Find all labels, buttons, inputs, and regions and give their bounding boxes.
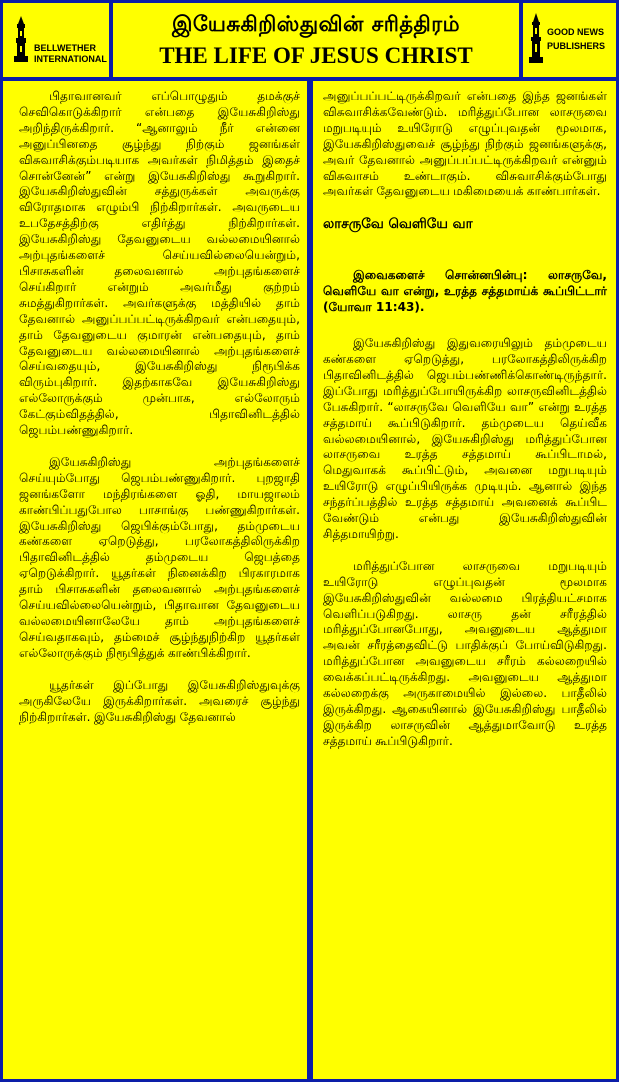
page-header	[113, 3, 519, 77]
section-heading: லாசருவே வெளியே வா	[323, 216, 473, 233]
bellwether-logo	[3, 3, 109, 77]
bellwether-logo-line2: INTERNATIONAL	[34, 54, 107, 64]
bell-tower-icon	[529, 13, 543, 63]
scripture-quote: இவைகளைச் சொன்னபின்பு: லாசருவே, வெளியே வா என்று, உரத்த சத்தமாய்க் கூப்பிட்டார் (யோவா 11:43).	[323, 268, 607, 315]
right-paragraph-2: மரித்துப்போன லாசருவை மறுபடியும் உயிரோடு எழுப்புவதன் மூலமாக இயேசுகிறிஸ்துவின் வல்லமை பிரத்தியட்சமாக வெளிப்படுகிறது. லாசரு தன் சரீரத்தில் மரித்துப்போனபோது, அவனுடைய ஆத்துமா அவன் சரீரத்தைவிட்டு பாதிக்குப் போய்விடுகிறது. மரித்துப்போன அவனுடைய சரீரம் கல்லறையில் வைக்கப்பட்டிருக்கிறது. அவனுடைய ஆத்துமா கல்லறைக்கு அருகாமையில் இல்லை. பாதீலில் இருக்கிறது. ஆகையினால் இயேசுகிறிஸ்து பாதீலில் இருக்கிற லாசருவின் ஆத்துமாவோடு உரத்த சத்தமாய் கூப்பிடுகிறார்.	[323, 558, 607, 748]
left-paragraph-1: பிதாவானவர் எப்பொழுதும் தமக்குச் செவிகொடுக்கிறார் என்பதை இயேசுகிறிஸ்து அறிந்திருக்கிறார். “ஆனாலும் நீர் என்னை அனுப்பினதை சூழ்ந்து நிற்கும் ஜனங்கள் விசுவாசிக்கும்படியாக அவர்கள் நிமித்தம் இதைச் சொன்னேன்” என்று இயேசுகிறிஸ்து கூறுகிறார். இயேசுகிறிஸ்துவின் சத்துருக்கள் அவருக்கு விரோதமாக எழும்பி நிற்கிறார்கள். அவருடைய உபதேசத்திற்கு எதிர்த்து நிற்கிறார்கள். இயேசுகிறிஸ்து தேவனுடைய வல்லமையினால் அற்புதங்களைச் செய்யவில்லையென்றும், பிசாசுகளின் தலைவனால் அற்புதங்களைச் செய்கிறார் என்றும் அவர்மீது குற்றம் சுமத்துகிறார்கள். அவர்களுக்கு மத்தியில் தாம் தேவனால் அனுப்பப்பட்டிருக்கிறவர் என்பதையும், தாம் தேவனுடைய குமாரன் என்பதையும், தாம் தேவனுடைய வல்லமையினால் அற்புதங்களைச் செய்வதையும், இயேசுகிறிஸ்து நிரூபிக்க விரும்புகிறார். இதற்காகவே இயேசுகிறிஸ்து எல்லோருக்கும் முன்பாக, எல்லோரும் கேட்கும்விதத்தில், பிதாவினிடத்தில் ஜெபம்பண்ணுகிறார்.	[19, 89, 300, 438]
bellwether-tower-icon	[13, 16, 29, 62]
bellwether-logo-line1: BELLWETHER	[34, 43, 96, 53]
good-news-publishers-logo	[523, 3, 616, 77]
left-paragraph-2: இயேசுகிறிஸ்து அற்புதங்களைச் செய்யும்போது ஜெபம்பண்ணுகிறார். புறஜாதி ஜனங்களோ மந்திரங்களை ஓதி, மாயஜாலம் காண்பிப்பதுபோல பாசாங்கு பண்ணுகிறார்கள். இயேசுகிறிஸ்து ஜெபிக்கும்போது, தம்முடைய கண்களை ஏறெடுத்து, பரலோகத்திலிருக்கிற பிதாவினிடத்தில் தம்முடைய ஜெபத்தை ஏறெடுக்கிறார். யூதர்கள் நினைக்கிற பிரகாரமாக தாம் பிசாசுகளின் தலைவனால் அற்புதங்களைச் செய்யவில்லையென்றும், பிதாவான தேவனுடைய வல்லமையினாலேயே தாம் அற்புதங்களைச் செய்வதாகவும், தம்மைச் சூழ்ந்துநிற்கிற யூதர்கள் எல்லோருக்கும் நிரூபித்துக் காண்பிக்கிறார்.	[19, 454, 300, 660]
gnp-logo-line2: PUBLISHERS	[547, 41, 606, 51]
right-paragraph-1: இயேசுகிறிஸ்து இதுவரையிலும் தம்முடைய கண்களை ஏறெடுத்து, பரலோகத்திலிருக்கிற பிதாவினிடத்தில் ஜெபம்பண்ணிக்கொண்டிருந்தார். இப்போது மரித்துப்போயிருக்கிற லாசருவினிடத்தில் பேசுகிறார். “லாசருவே வெளியே வா” என்று உரத்த சத்தமாய் கூப்பிடுகிறார். தம்முடைய தெய்வீக வல்லமையினால், இயேசுகிறிஸ்து மரித்துப்போன லாசருவை உரத்த சத்தமாய் கூப்பிடாமல், மெதுவாகக் கூப்பிட்டும், அவனை மறுபடியும் உயிரோடு எழுப்பியிருக்க முடியும். ஆனால் இந்த சந்தர்ப்பத்தில் உரத்த சத்தமாய் அவனைக் கூப்பிட வேண்டும் என்பது இயேசுகிறிஸ்துவின் சித்தமாயிற்று.	[323, 336, 607, 541]
right-text-column	[313, 81, 616, 1079]
left-paragraph-3: யூதர்கள் இப்போது இயேசுகிறிஸ்துவுக்கு அருகிலேயே இருக்கிறார்கள். அவரைச் சூழ்ந்து நிற்கிறார்கள். இயேசுகிறிஸ்து தேவனால்	[19, 677, 300, 724]
title-english: THE LIFE OF JESUS CHRIST	[159, 43, 473, 68]
right-intro-paragraph: அனுப்பப்பட்டிருக்கிறவர் என்பதை இந்த ஜனங்கள் விசுவாசிக்கவேண்டும். மரித்துப்போன லாசருவை மறுபடியும் உயிரோடு எழுப்புவதன் மூலமாக, இயேசுகிறிஸ்துவைச் சூழ்ந்து நிற்கும் ஜனங்களுக்கு, அவர் தேவனால் அனுப்பப்பட்டிருக்கிறவர் என்னும் விசுவாசம் உண்டாகும். விசுவாசிக்கும்போது அவர்கள் தேவனுடைய மகிமையைக் காண்பார்கள்.	[323, 89, 607, 199]
title-tamil: இயேசுகிறிஸ்துவின் சரித்திரம்	[171, 11, 461, 36]
gnp-logo-line1: GOOD NEWS	[547, 27, 605, 37]
left-text-column	[3, 81, 307, 1079]
